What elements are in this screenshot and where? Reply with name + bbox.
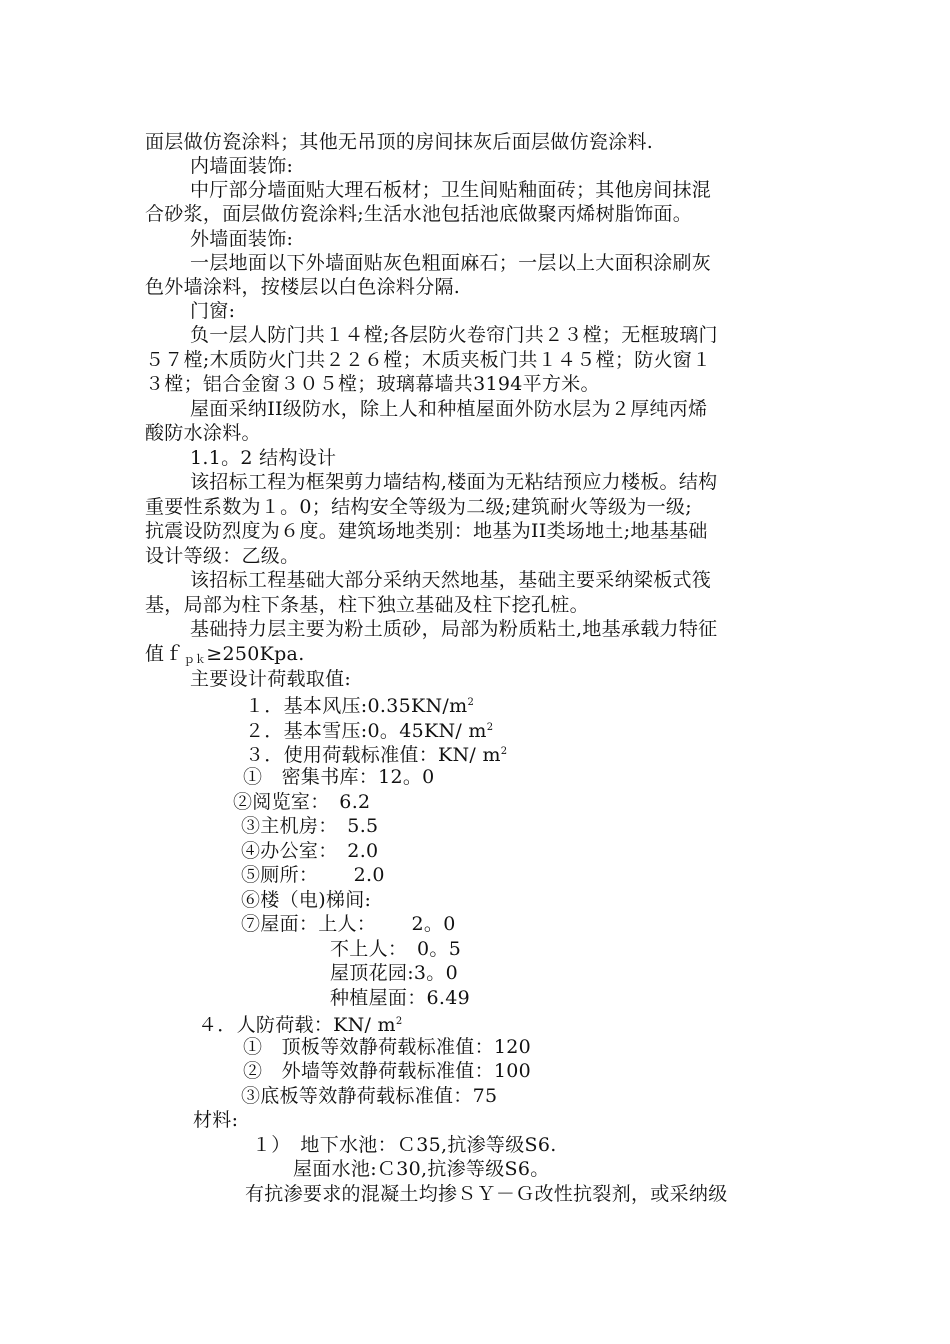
text-line-fpk bbox=[145, 642, 305, 666]
unit-superscript: 2 bbox=[467, 697, 475, 708]
section-heading: 材料: bbox=[193, 1109, 239, 1131]
text-line: 负一层人防门共１４樘;各层防火卷帘门共２３樘；无框玻璃门 bbox=[190, 324, 718, 346]
load-subitem: ⑤厕所： 2.0 bbox=[241, 864, 385, 886]
load-subitem: ③底板等效静荷载标准值：75 bbox=[241, 1085, 498, 1107]
material-item: 屋面水池:Ｃ30,抗渗等级S6。 bbox=[293, 1158, 550, 1180]
section-heading: 1.1。2 结构设计 bbox=[190, 447, 337, 469]
load-subitem-detail: 种植屋面：6.49 bbox=[330, 987, 471, 1009]
load-subitem: ③主机房： 5.5 bbox=[241, 815, 379, 837]
text-line: 面层做仿瓷涂料；其他无吊顶的房间抹灰后面层做仿瓷涂料. bbox=[145, 131, 654, 153]
text-line: 色外墙涂料，按楼层以白色涂料分隔. bbox=[145, 276, 461, 298]
text-line: 基，局部为柱下条基，柱下独立基础及柱下挖孔桩。 bbox=[145, 594, 589, 616]
load-item-text: １．基本风压:0.35KN/m bbox=[245, 695, 468, 717]
load-subitem: ②阅览室： 6.2 bbox=[233, 791, 371, 813]
section-heading: 外墙面装饰: bbox=[190, 228, 294, 250]
text-line: ５７樘;木质防火门共２２６樘；木质夹板门共１４５樘；防火窗１ bbox=[145, 349, 712, 371]
load-subitem: ⑦屋面：上人： 2。0 bbox=[241, 913, 456, 935]
text-line: 中厅部分墙面贴大理石板材；卫生间贴釉面砖；其他房间抹混 bbox=[190, 179, 712, 201]
load-item-text: ４．人防荷载：KN/ m bbox=[198, 1014, 396, 1036]
section-heading: 内墙面装饰: bbox=[190, 155, 294, 177]
unit-superscript: 2 bbox=[395, 1016, 403, 1027]
fpk-subscript: ｐｋ bbox=[183, 653, 207, 666]
load-item bbox=[198, 1010, 403, 1034]
load-item-text: ３．使用荷载标准值：KN/ m bbox=[245, 744, 501, 766]
text-line: 屋面采纳II级防水，除上人和种植屋面外防水层为２厚纯丙烯 bbox=[190, 398, 708, 420]
text-line: 该招标工程基础大部分采纳天然地基，基础主要采纳梁板式筏 bbox=[190, 569, 712, 591]
text-line: 该招标工程为框架剪力墙结构,楼面为无粘结预应力楼板。结构 bbox=[190, 471, 718, 493]
text-line: 一层地面以下外墙面贴灰色粗面麻石；一层以上大面积涂刷灰 bbox=[190, 252, 712, 274]
load-subitem: ④办公室： 2.0 bbox=[241, 840, 379, 862]
load-subitem-detail: 不上人： 0。5 bbox=[330, 938, 462, 960]
load-subitem: ① 顶板等效静荷载标准值：120 bbox=[243, 1036, 532, 1058]
section-heading: 门窗: bbox=[190, 300, 236, 322]
load-subitem: ① 密集书库：12。0 bbox=[243, 766, 435, 788]
text-line: 抗震设防烈度为６度。建筑场地类别：地基为II类场地土;地基基础 bbox=[145, 520, 708, 542]
load-item-text: ２．基本雪压:0。45KN/ m bbox=[245, 720, 487, 742]
unit-superscript: 2 bbox=[486, 722, 494, 733]
text-line: 有抗渗要求的混凝土均掺ＳＹ－Ｇ改性抗裂剂，或采纳级 bbox=[245, 1183, 728, 1205]
section-heading: 主要设计荷载取值: bbox=[190, 668, 352, 690]
material-item: １） 地下水池：Ｃ35,抗渗等级S6. bbox=[252, 1134, 557, 1156]
load-subitem: ⑥楼（电)梯间: bbox=[241, 889, 372, 911]
text-line: 合砂浆，面层做仿瓷涂料;生活水池包括池底做聚丙烯树脂饰面。 bbox=[145, 203, 693, 225]
fpk-suffix: ≥250Kpa. bbox=[206, 643, 305, 665]
load-subitem: ② 外墙等效静荷载标准值：100 bbox=[243, 1060, 532, 1082]
fpk-prefix: 值ｆ bbox=[145, 643, 184, 665]
load-item bbox=[245, 691, 474, 715]
load-item bbox=[245, 716, 493, 740]
text-line: 酸防水涂料。 bbox=[145, 422, 261, 444]
text-line: 重要性系数为１。0；结构安全等级为二级;建筑耐火等级为一级; bbox=[145, 496, 692, 518]
load-subitem-detail: 屋顶花园:3。0 bbox=[330, 962, 458, 984]
unit-superscript: 2 bbox=[500, 746, 508, 757]
text-line: 基础持力层主要为粉土质砂，局部为粉质粘土,地基承载力特征 bbox=[190, 618, 718, 640]
text-line: ３樘；铝合金窗３０５樘；玻璃幕墙共3194平方米。 bbox=[145, 373, 600, 395]
load-item bbox=[245, 740, 507, 764]
text-line: 设计等级：乙级。 bbox=[145, 545, 300, 567]
